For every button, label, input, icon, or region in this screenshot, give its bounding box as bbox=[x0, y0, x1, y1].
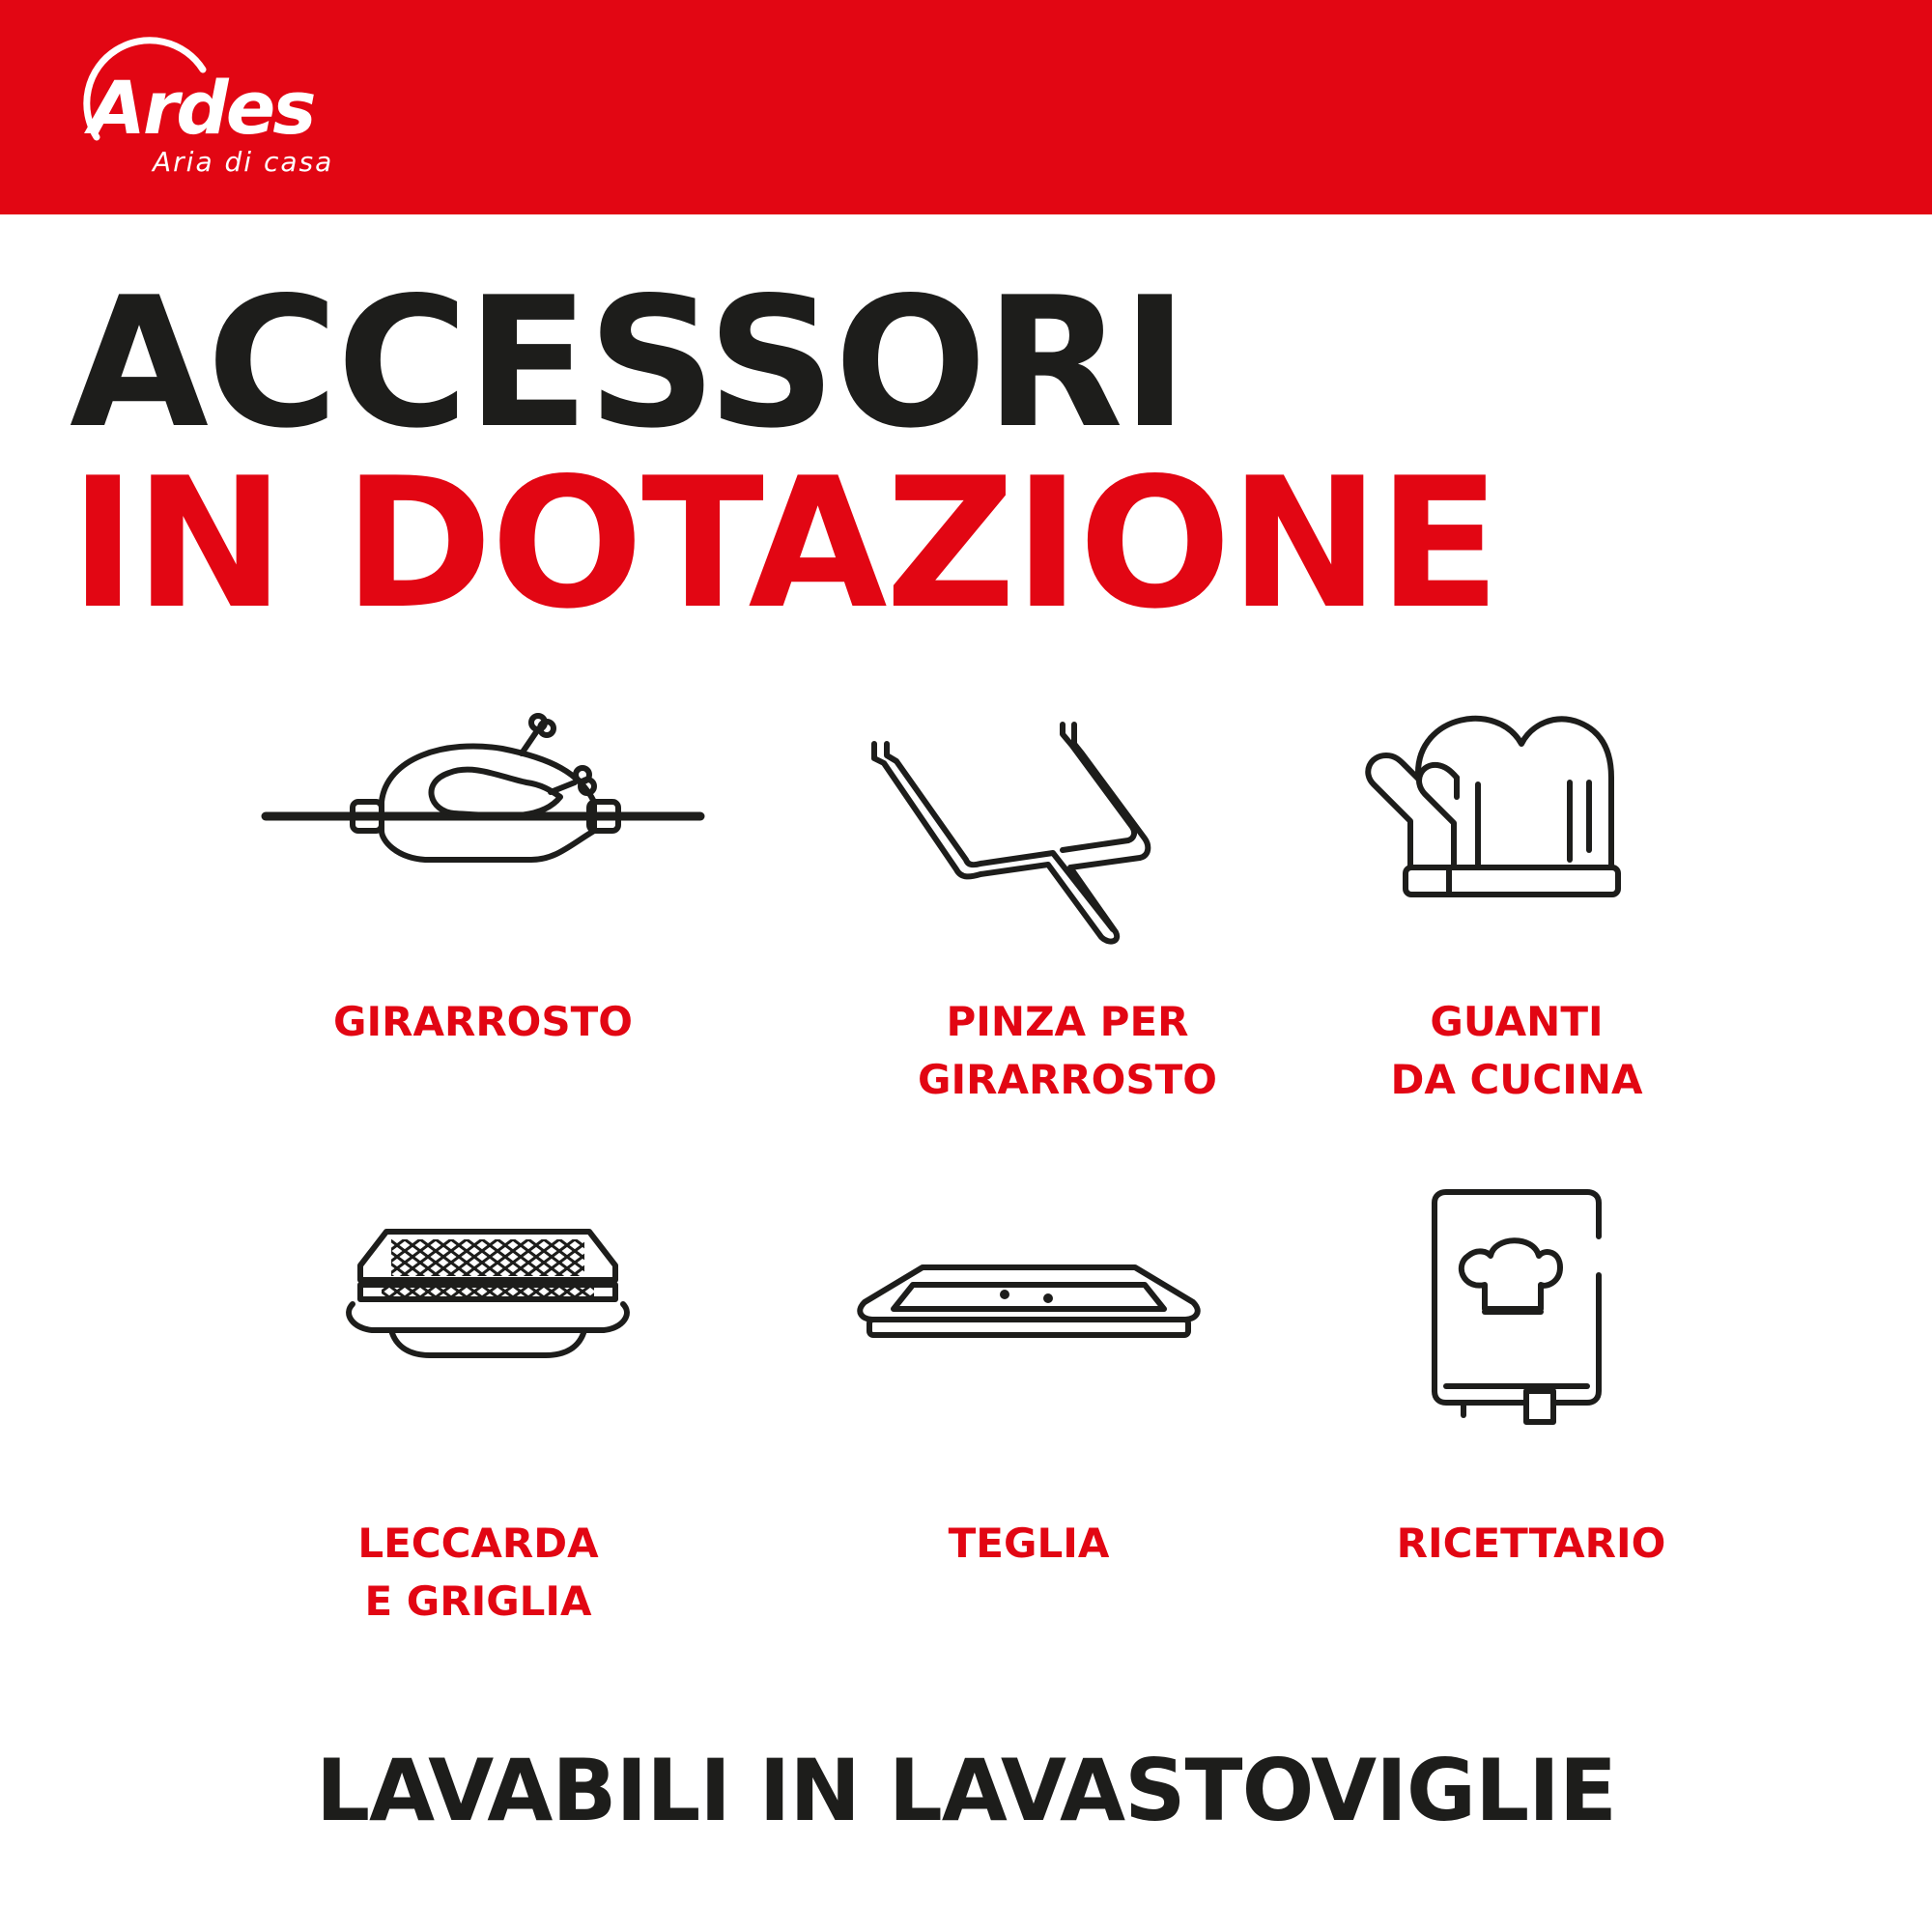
accessory-label-ricettario: RICETTARIO bbox=[1396, 1520, 1666, 1567]
heading-line-2: IN DOTAZIONE bbox=[70, 439, 1499, 648]
oven-mitts-icon bbox=[1362, 705, 1623, 947]
accessory-label-leccarda: LECCARDA E GRIGLIA bbox=[357, 1520, 599, 1625]
header-bar bbox=[0, 0, 1932, 214]
accessory-label-pinza: PINZA PER GIRARROSTO bbox=[918, 998, 1217, 1103]
baking-tray-icon bbox=[850, 1256, 1208, 1348]
accessory-label-guanti: GUANTI DA CUCINA bbox=[1390, 998, 1643, 1103]
logo-tagline: Aria di casa bbox=[153, 146, 334, 178]
accessory-label-girarrosto: GIRARROSTO bbox=[333, 998, 633, 1045]
drip-tray-grill-icon bbox=[343, 1222, 633, 1367]
ardes-logo bbox=[68, 31, 357, 185]
rotisserie-fork-icon bbox=[860, 705, 1169, 947]
heading-line-1: ACCESSORI bbox=[70, 258, 1187, 468]
rotisserie-chicken-icon bbox=[261, 705, 705, 879]
dishwasher-safe-note: LAVABILI IN LAVASTOVIGLIE bbox=[315, 1741, 1617, 1840]
accessory-label-teglia: TEGLIA bbox=[948, 1520, 1110, 1567]
recipe-book-icon bbox=[1425, 1188, 1608, 1425]
logo-wordmark: Ardes bbox=[89, 65, 314, 151]
